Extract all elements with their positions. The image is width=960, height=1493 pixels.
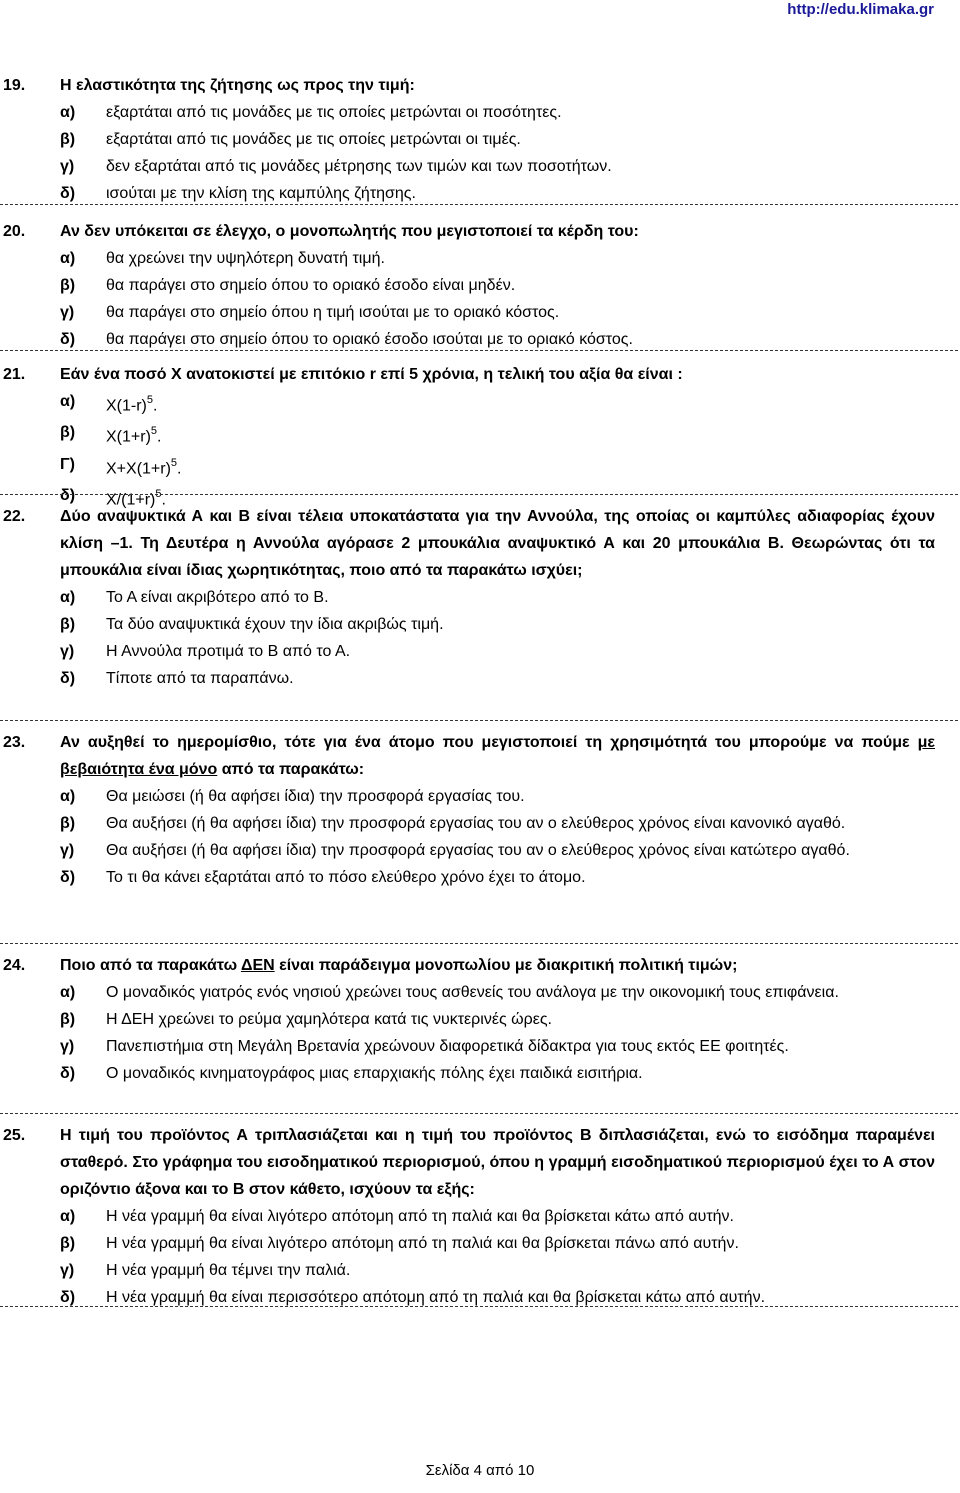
option-c — [60, 638, 935, 665]
question-19 — [0, 72, 960, 207]
option-text: Η νέα γραμμή θα τέμνει την παλιά. — [106, 1262, 351, 1279]
option-b — [60, 1006, 935, 1033]
option-label: δ) — [60, 185, 76, 202]
question-text: Αν αυξηθεί το ημερομίσθιο, τότε για ένα άτομο που μεγιστοποιεί τη χρησιμότητά του μπορούμε να πούμε με βεβαιότητα ένα μόνο από τα παρακάτω: — [60, 734, 935, 778]
option-text: δεν εξαρτάται από τις μονάδες μέτρησης των τιμών και των ποσοτήτων. — [106, 158, 612, 175]
option-text: $X(1+r)^5$. — [106, 425, 162, 446]
option-text: θα παράγει στο σημείο όπου η τιμή ισούται με το οριακό κόστος. — [106, 304, 560, 321]
option-text: Η νέα γραμμή θα είναι λιγότερο απότομη από τη παλιά και θα βρίσκεται πάνω από αυτήν. — [106, 1235, 739, 1252]
option-c — [60, 153, 935, 180]
option-c — [60, 299, 935, 326]
option-label: α) — [60, 104, 76, 121]
question-number: 20. — [3, 223, 26, 240]
option-text: εξαρτάται από τις μονάδες με τις οποίες μετρώνται οι τιμές. — [106, 131, 521, 148]
header-url[interactable]: http://edu.klimaka.gr — [787, 1, 934, 18]
option-b — [60, 611, 935, 638]
option-label: γ) — [60, 842, 75, 859]
option-label: δ) — [60, 1289, 76, 1306]
option-b — [60, 419, 935, 450]
question-text: Αν δεν υπόκειται σε έλεγχο, ο μονοπωλητής που μεγιστοποιεί τα κέρδη του: — [60, 223, 639, 240]
option-a — [60, 584, 935, 611]
option-label: Γ) — [60, 455, 75, 473]
question-24 — [0, 952, 960, 1087]
option-text: Θα μειώσει (ή θα αφήσει ίδια) την προσφορά εργασίας του. — [106, 788, 525, 805]
option-b — [60, 1230, 935, 1257]
question-25 — [0, 1122, 960, 1311]
option-label: γ) — [60, 1038, 75, 1055]
option-text: Η νέα γραμμή θα είναι λιγότερο απότομη από τη παλιά και θα βρίσκεται κάτω από αυτήν. — [106, 1208, 734, 1225]
option-text: θα παράγει στο σημείο όπου το οριακό έσοδο είναι μηδέν. — [106, 277, 516, 294]
separator — [0, 943, 958, 944]
option-text: θα χρεώνει την υψηλότερη δυνατή τιμή. — [106, 250, 385, 267]
option-text: θα παράγει στο σημείο όπου το οριακό έσοδο ισούται με το οριακό κόστος. — [106, 331, 633, 348]
option-label: δ) — [60, 331, 76, 348]
option-text: $X+X(1+r)^5$. — [106, 456, 182, 477]
question-text: Η τιμή του προϊόντος Α τριπλασιάζεται και η τιμή του προϊόντος Β διπλασιάζεται, ενώ το εισόδημα παραμένει σταθερό. Στο γράφημα του εισοδηματικού περιορισμού, όπου η γραμμή εισοδηματικού περιορισμού έχει το Α στον οριζόντιο άξονα και το Β στον κάθετο, ισχύουν τα εξής: — [60, 1127, 935, 1198]
question-text: Η ελαστικότητα της ζήτησης ως προς την τιμή: — [60, 77, 415, 94]
option-a — [60, 783, 935, 810]
option-label: α) — [60, 1208, 76, 1225]
option-c — [60, 451, 935, 482]
question-number: 23. — [3, 734, 26, 751]
option-label: β) — [60, 616, 76, 633]
option-label: α) — [60, 250, 76, 267]
question-text: Εάν ένα ποσό Χ ανατοκιστεί με επιτόκιο r επί 5 χρόνια, η τελική του αξία θα είναι : — [60, 366, 683, 383]
option-text: Θα αυξήσει (ή θα αφήσει ίδια) την προσφορά εργασίας του αν ο ελεύθερος χρόνος είναι κανονικό αγαθό. — [106, 815, 846, 832]
question-number: 22. — [3, 508, 26, 525]
option-label: α) — [60, 589, 76, 606]
option-b — [60, 126, 935, 153]
option-label: α) — [60, 788, 76, 805]
option-a — [60, 388, 935, 419]
option-label: δ) — [60, 1065, 76, 1082]
question-number: 24. — [3, 957, 26, 974]
option-d — [60, 665, 935, 692]
option-a — [60, 979, 935, 1006]
separator — [0, 204, 958, 205]
option-text: εξαρτάται από τις μονάδες με τις οποίες μετρώνται οι ποσότητες. — [106, 104, 562, 121]
option-text: Θα αυξήσει (ή θα αφήσει ίδια) την προσφορά εργασίας του αν ο ελεύθερος χρόνος είναι κατώτερο αγαθό. — [106, 842, 850, 859]
separator — [0, 494, 958, 495]
question-20 — [0, 218, 960, 353]
question-text: Δύο αναψυκτικά Α και Β είναι τέλεια υποκατάστατα για την Αννούλα, της οποίας οι καμπύλες αδιαφορίας έχουν κλίση –1. Τη Δευτέρα η Αννούλα αγόρασε 2 μπουκάλια αναψυκτικό Α και 20 μπουκάλια Β. Θεωρώντας ότι τα μπουκάλια είναι ίδιας χωρητικότητας, ποιο από τα παρακάτω ισχύει; — [60, 508, 935, 579]
option-text: Τα δύο αναψυκτικά έχουν την ίδια ακριβώς τιμή. — [106, 616, 444, 633]
separator — [0, 350, 958, 351]
option-text: Ο μοναδικός γιατρός ενός νησιού χρεώνει τους ασθενείς του ανάλογα με την οικονομική τους επιφάνεια. — [106, 984, 839, 1001]
option-text: Ο μοναδικός κινηματογράφος μιας επαρχιακής πόλης έχει παιδικά εισιτήρια. — [106, 1065, 643, 1082]
option-a — [60, 99, 935, 126]
option-a — [60, 1203, 935, 1230]
option-c — [60, 1257, 935, 1284]
option-text: Το Α είναι ακριβότερο από το Β. — [106, 589, 329, 606]
option-text: Η Αννούλα προτιμά το Β από το Α. — [106, 643, 351, 660]
question-number: 25. — [3, 1127, 26, 1144]
option-c — [60, 1033, 935, 1060]
separator — [0, 720, 958, 721]
emphasis-underline: ΔΕΝ — [240, 957, 275, 974]
option-label: δ) — [60, 670, 76, 687]
option-text: Η νέα γραμμή θα είναι περισσότερο απότομη από τη παλιά και θα βρίσκεται κάτω από αυτήν. — [106, 1289, 766, 1306]
option-b — [60, 810, 935, 837]
question-21 — [0, 361, 960, 513]
option-text: $X/(1+r)^5$. — [106, 487, 166, 509]
option-label: γ) — [60, 158, 75, 175]
option-text: $X(1-r)^5$. — [106, 394, 158, 415]
option-text: Πανεπιστήμια στη Μεγάλη Βρετανία χρεώνουν διαφορετικά δίδακτρα για τους εκτός ΕΕ φοιτητές. — [106, 1038, 789, 1055]
question-number: 19. — [3, 77, 26, 94]
emphasis-underline: με βεβαιότητα ένα μόνο — [60, 734, 935, 778]
option-label: β) — [60, 424, 76, 442]
question-22 — [0, 503, 960, 692]
option-d — [60, 864, 935, 891]
option-c — [60, 837, 935, 864]
option-label: β) — [60, 815, 76, 832]
option-label: γ) — [60, 1262, 75, 1279]
option-label: α) — [60, 393, 76, 410]
option-text: Τίποτε από τα παραπάνω. — [106, 670, 294, 687]
option-text: Η ΔΕΗ χρεώνει το ρεύμα χαμηλότερα κατά τις νυκτερινές ώρες. — [106, 1011, 552, 1028]
option-label: β) — [60, 1011, 76, 1028]
option-label: α) — [60, 984, 76, 1001]
option-b — [60, 272, 935, 299]
separator — [0, 1306, 958, 1307]
option-label: γ) — [60, 643, 75, 660]
option-a — [60, 245, 935, 272]
option-d — [60, 326, 935, 353]
option-text: ισούται με την κλίση της καμπύλης ζήτησης. — [106, 185, 416, 202]
page-number: Σελίδα 4 από 10 — [425, 1462, 535, 1479]
option-label: β) — [60, 1235, 76, 1252]
option-label: δ) — [60, 486, 76, 504]
option-d — [60, 180, 935, 207]
option-label: β) — [60, 131, 76, 148]
option-text: Το τι θα κάνει εξαρτάται από το πόσο ελεύθερο χρόνο έχει το άτομο. — [106, 869, 586, 886]
option-d — [60, 1060, 935, 1087]
question-23 — [0, 729, 960, 891]
question-text: Ποιο από τα παρακάτω ΔΕΝ είναι παράδειγμα μονοπωλίου με διακριτική πολιτική τιμών; — [60, 957, 738, 974]
option-label: γ) — [60, 304, 75, 321]
option-label: δ) — [60, 869, 76, 886]
option-label: β) — [60, 277, 76, 294]
question-number: 21. — [3, 366, 26, 383]
separator — [0, 1113, 958, 1114]
